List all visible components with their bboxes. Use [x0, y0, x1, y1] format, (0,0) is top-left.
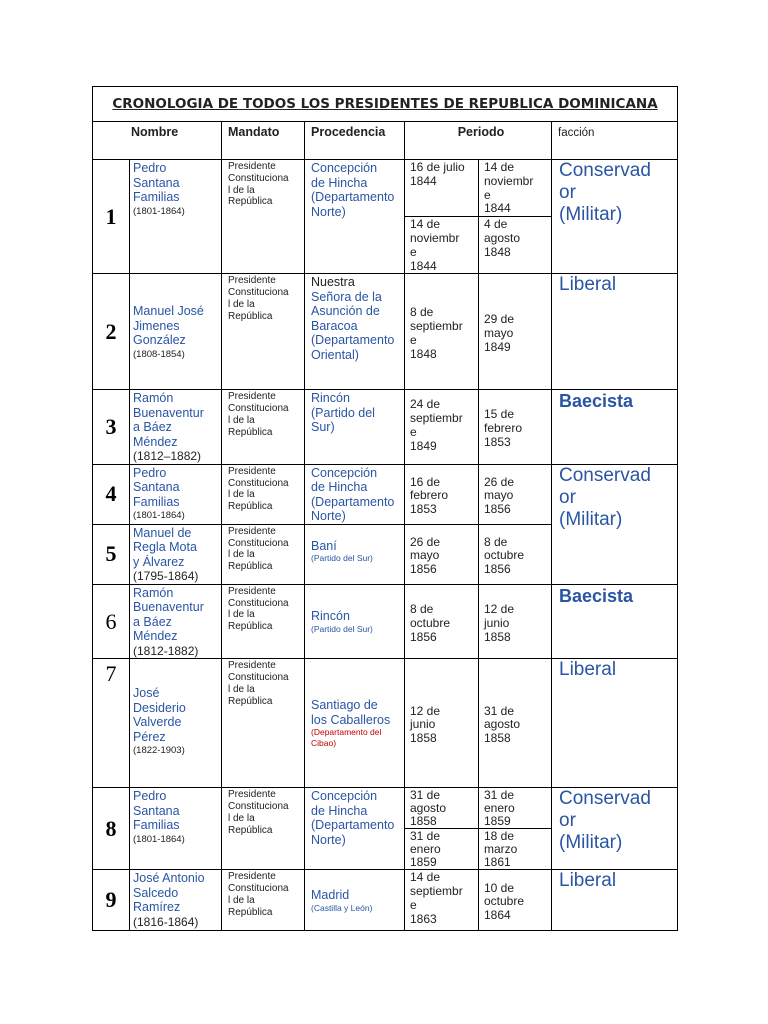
mandato-cell — [222, 390, 305, 465]
mandato-line: Presidente — [228, 871, 276, 883]
date-line: enero — [484, 801, 515, 816]
period-end — [479, 390, 552, 465]
proc-note: (Departamento del — [311, 727, 382, 738]
faccion-cell — [552, 274, 678, 390]
proc-line: Norte) — [311, 509, 346, 524]
mandato-line: Presidente — [228, 161, 276, 172]
date-line: e — [484, 187, 491, 202]
date-line: 1858 — [410, 814, 437, 829]
date-line: 24 de — [410, 397, 441, 412]
life-dates: (1812-1882) — [133, 643, 199, 658]
mandato-line: Constituciona — [228, 597, 289, 609]
period-end — [479, 870, 552, 931]
proc-note: (Castilla y León) — [311, 902, 373, 913]
date-line: octubre — [410, 615, 451, 630]
table-row — [93, 788, 678, 829]
date-line: 12 de — [484, 601, 515, 616]
proc-line: (Departamento — [311, 494, 395, 509]
proc-line: de Hincha — [311, 175, 368, 190]
date-line: 29 de — [484, 312, 515, 327]
date-line: 1849 — [484, 339, 511, 354]
date-line: agosto — [484, 230, 521, 245]
date-line: 14 de — [484, 160, 515, 174]
name-line: Ramírez — [133, 900, 181, 915]
date-line: noviembr — [410, 230, 460, 245]
mandato-line: Presidente — [228, 391, 276, 403]
proc-line: Norte) — [311, 832, 346, 847]
mandato-line: Constituciona — [228, 172, 289, 184]
proc-note: (Partido del Sur) — [311, 623, 373, 634]
faccion-line: Baecista — [559, 391, 634, 412]
mandato-line: Constituciona — [228, 287, 289, 299]
name-line: Manuel José — [133, 304, 204, 319]
mandato-line: República — [228, 695, 273, 707]
mandato-line: Presidente — [228, 660, 276, 672]
faccion-line: (Militar) — [559, 508, 623, 530]
date-line: 1853 — [484, 435, 511, 450]
name-line: Santana — [133, 803, 180, 818]
name-line: Valverde — [133, 715, 182, 730]
name-line: Méndez — [133, 434, 178, 449]
date-line: 1849 — [410, 438, 437, 453]
life-dates: (1816-1864) — [133, 914, 199, 929]
faccion-cell — [552, 160, 678, 274]
faccion-line: (Militar) — [559, 832, 623, 854]
date-line: 1863 — [410, 911, 437, 926]
date-line: 8 de — [484, 534, 508, 549]
mandato-line: República — [228, 310, 273, 322]
name-line: Familias — [133, 190, 180, 204]
faccion-line: Conservad — [559, 788, 651, 810]
faccion-line: Baecista — [559, 585, 634, 606]
president-name — [130, 390, 222, 465]
period-start — [405, 870, 479, 931]
mandato-line: l de la — [228, 609, 255, 621]
row-number: 3 — [93, 390, 130, 465]
name-line: y Álvarez — [133, 554, 185, 569]
mandato-line: República — [228, 824, 273, 836]
faccion-line: or — [559, 486, 576, 508]
date-line: e — [410, 244, 417, 259]
period-start — [405, 524, 479, 584]
name-line: a Báez — [133, 614, 172, 629]
date-line: febrero — [410, 488, 449, 503]
name-line: Santana — [133, 480, 180, 495]
faccion-cell — [552, 870, 678, 931]
header-nombre: Nombre — [93, 122, 222, 160]
proc-line: Rincón — [311, 391, 350, 406]
mandato-line: l de la — [228, 549, 255, 561]
name-line: Pedro — [133, 161, 167, 175]
period-start — [405, 788, 479, 829]
proc-line: (Departamento — [311, 818, 395, 833]
president-name — [130, 274, 222, 390]
table-row — [93, 659, 678, 788]
procedencia-cell — [305, 788, 405, 870]
date-line: 1859 — [410, 855, 437, 870]
row-number: 1 — [93, 160, 130, 274]
proc-line: (Departamento — [311, 190, 395, 204]
faccion-line: Liberal — [559, 274, 617, 296]
date-line: septiembr — [410, 319, 463, 334]
row-number: 9 — [93, 870, 130, 931]
date-line: 1859 — [484, 814, 511, 829]
proc-line: Baracoa — [311, 318, 358, 333]
name-line: Buenaventur — [133, 405, 204, 420]
date-line: 31 de — [484, 788, 515, 803]
date-line: 1858 — [410, 731, 437, 746]
faccion-line: (Militar) — [559, 204, 623, 225]
period-start — [405, 160, 479, 217]
mandato-line: Presidente — [228, 465, 276, 477]
header-row — [93, 122, 678, 160]
proc-line: de Hincha — [311, 803, 368, 818]
date-line: e — [410, 424, 417, 439]
period-end — [479, 160, 552, 217]
date-line: 1856 — [484, 502, 511, 517]
procedencia-cell — [305, 274, 405, 390]
date-line: e — [410, 897, 417, 912]
mandato-line: Constituciona — [228, 801, 289, 813]
period-start — [405, 274, 479, 390]
table-row — [93, 274, 678, 390]
mandato-line: Constituciona — [228, 477, 289, 489]
date-line: 18 de — [484, 829, 515, 844]
mandato-line: l de la — [228, 489, 255, 501]
period-end — [479, 659, 552, 788]
procedencia-cell — [305, 524, 405, 584]
presidents-table — [92, 86, 678, 931]
date-line: octubre — [484, 548, 525, 563]
date-line: 8 de — [410, 601, 434, 616]
period-end — [479, 464, 552, 524]
proc-line: los Caballeros — [311, 712, 391, 727]
president-name — [130, 160, 222, 274]
mandato-line: República — [228, 561, 273, 573]
proc-line: Oriental) — [311, 347, 359, 362]
table-row — [93, 584, 678, 659]
date-line: mayo — [484, 488, 514, 503]
name-line: a Báez — [133, 420, 172, 435]
mandato-line: l de la — [228, 298, 255, 310]
name-line: González — [133, 333, 186, 348]
mandato-cell — [222, 870, 305, 931]
date-line: junio — [410, 717, 436, 732]
proc-line: Norte) — [311, 204, 346, 219]
date-line: 16 de julio — [410, 160, 465, 174]
faccion-line: or — [559, 810, 576, 832]
life-dates: (1795-1864) — [133, 569, 199, 584]
name-line: Buenaventur — [133, 600, 204, 615]
mandato-cell — [222, 274, 305, 390]
period-end — [479, 788, 552, 829]
date-line: 1853 — [410, 502, 437, 517]
date-line: noviembr — [484, 173, 534, 188]
date-line: 12 de — [410, 703, 441, 718]
mandato-cell — [222, 464, 305, 524]
life-dates: (1822-1903) — [133, 745, 185, 757]
mandato-line: Presidente — [228, 525, 276, 537]
date-line: agosto — [484, 717, 521, 732]
mandato-line: República — [228, 501, 273, 513]
proc-line: Concepción — [311, 465, 378, 480]
proc-line: de Hincha — [311, 480, 368, 495]
proc-note: Cibao) — [311, 738, 337, 749]
faccion-line: Liberal — [559, 870, 617, 892]
name-line: Ramón — [133, 391, 174, 406]
date-line: octubre — [484, 894, 525, 909]
procedencia-cell — [305, 870, 405, 931]
president-name — [130, 788, 222, 870]
faccion-cell — [552, 584, 678, 659]
mandato-cell — [222, 659, 305, 788]
date-line: 10 de — [484, 880, 515, 895]
name-line: Jimenes — [133, 318, 180, 333]
document-title: CRONOLOGIA DE TODOS LOS PRESIDENTES DE REPUBLICA DOMINICANA — [93, 87, 678, 122]
date-line: marzo — [484, 842, 518, 857]
date-line: septiembr — [410, 411, 463, 426]
date-line: 1848 — [410, 346, 437, 361]
header-procedencia: Procedencia — [305, 122, 405, 160]
header-mandato: Mandato — [222, 122, 305, 160]
name-line: Familias — [133, 494, 180, 509]
proc-line: Concepción — [311, 161, 378, 175]
date-line: 14 de — [410, 870, 441, 885]
faccion-line: Conservad — [559, 464, 651, 486]
proc-line: (Departamento — [311, 333, 395, 348]
period-start — [405, 390, 479, 465]
period-end — [479, 584, 552, 659]
procedencia-cell — [305, 659, 405, 788]
date-line: 1861 — [484, 855, 511, 870]
date-line: enero — [410, 842, 441, 857]
life-dates: (1801-1864) — [133, 205, 185, 217]
mandato-line: República — [228, 621, 273, 633]
date-line: 1848 — [484, 244, 511, 259]
mandato-line: Presidente — [228, 275, 276, 287]
date-line: 1856 — [484, 562, 511, 577]
procedencia-cell — [305, 584, 405, 659]
procedencia-cell — [305, 464, 405, 524]
procedencia-cell — [305, 390, 405, 465]
date-line: 8 de — [410, 305, 434, 320]
date-line: 31 de — [410, 788, 441, 803]
date-line: 1858 — [484, 731, 511, 746]
faccion-line: or — [559, 182, 576, 203]
header-faccion: facción — [552, 122, 678, 160]
row-number: 7 — [93, 659, 130, 788]
mandato-line: Constituciona — [228, 403, 289, 415]
row-number: 8 — [93, 788, 130, 870]
name-line: José Antonio — [133, 871, 205, 886]
table-row — [93, 390, 678, 465]
faccion-line: Conservad — [559, 160, 651, 181]
row-number: 6 — [93, 584, 130, 659]
date-line: mayo — [410, 548, 440, 563]
name-line: Manuel de — [133, 525, 192, 540]
date-line: mayo — [484, 325, 514, 340]
life-dates: (1812–1882) — [133, 449, 202, 464]
faccion-cell — [552, 464, 678, 584]
period-start — [405, 464, 479, 524]
mandato-line: Constituciona — [228, 883, 289, 895]
mandato-line: l de la — [228, 683, 255, 695]
mandato-line: Presidente — [228, 585, 276, 597]
date-line: 1856 — [410, 562, 437, 577]
name-line: Regla Mota — [133, 540, 197, 555]
proc-line: Sur) — [311, 420, 335, 435]
proc-line: Santiago de — [311, 698, 378, 713]
life-dates: (1801-1864) — [133, 510, 185, 522]
date-line: 1864 — [484, 908, 511, 923]
mandato-line: República — [228, 426, 273, 438]
name-line: Méndez — [133, 629, 178, 644]
date-line: agosto — [410, 801, 447, 816]
proc-line: (Partido del — [311, 405, 375, 420]
period-end — [479, 274, 552, 390]
date-line: febrero — [484, 421, 523, 436]
date-line: 1858 — [484, 629, 511, 644]
mandato-line: Constituciona — [228, 537, 289, 549]
mandato-cell — [222, 584, 305, 659]
mandato-line: l de la — [228, 184, 255, 196]
mandato-cell — [222, 788, 305, 870]
president-name — [130, 524, 222, 584]
name-line: Pedro — [133, 789, 167, 804]
proc-line: Madrid — [311, 888, 350, 903]
date-line: 1856 — [410, 629, 437, 644]
period-end — [479, 524, 552, 584]
row-number: 5 — [93, 524, 130, 584]
date-line: 31 de — [410, 829, 441, 844]
period-start — [405, 217, 479, 274]
date-line: 31 de — [484, 703, 515, 718]
mandato-line: República — [228, 196, 273, 208]
date-line: 26 de — [410, 534, 441, 549]
table-row — [93, 160, 678, 217]
date-line: 1844 — [410, 173, 437, 188]
row-number: 2 — [93, 274, 130, 390]
mandato-line: l de la — [228, 414, 255, 426]
date-line: 1844 — [410, 258, 437, 273]
name-line: Ramón — [133, 585, 174, 600]
date-line: 1844 — [484, 201, 511, 216]
date-line: 15 de — [484, 407, 515, 422]
mandato-line: Constituciona — [228, 672, 289, 684]
life-dates: (1808-1854) — [133, 348, 185, 360]
proc-line: Señora de la — [311, 289, 382, 304]
date-line: 16 de — [410, 474, 441, 489]
table-row — [93, 870, 678, 931]
mandato-line: República — [228, 906, 273, 918]
president-name — [130, 659, 222, 788]
table-row — [93, 464, 678, 524]
date-line: junio — [484, 615, 510, 630]
mandato-line: Presidente — [228, 789, 276, 801]
mandato-line: l de la — [228, 894, 255, 906]
president-name — [130, 584, 222, 659]
faccion-cell — [552, 659, 678, 788]
president-name — [130, 464, 222, 524]
date-line: 14 de — [410, 217, 441, 232]
period-start — [405, 659, 479, 788]
mandato-cell — [222, 524, 305, 584]
date-line: 26 de — [484, 474, 515, 489]
header-periodo: Periodo — [405, 122, 552, 160]
date-line: 4 de — [484, 217, 508, 232]
period-start — [405, 829, 479, 870]
period-end — [479, 829, 552, 870]
proc-line: Concepción — [311, 789, 378, 804]
period-start — [405, 584, 479, 659]
president-name — [130, 870, 222, 931]
date-line: septiembr — [410, 884, 463, 899]
mandato-line: l de la — [228, 812, 255, 824]
name-line: José — [133, 686, 160, 701]
proc-line: Rincón — [311, 609, 350, 624]
proc-line: Asunción de — [311, 304, 380, 319]
mandato-cell — [222, 160, 305, 274]
faccion-cell — [552, 390, 678, 465]
faccion-line: Liberal — [559, 659, 617, 681]
proc-note: (Partido del Sur) — [311, 553, 373, 564]
name-line: Salcedo — [133, 885, 179, 900]
faccion-cell — [552, 788, 678, 870]
period-end — [479, 217, 552, 274]
life-dates: (1801-1864) — [133, 833, 185, 845]
row-number: 4 — [93, 464, 130, 524]
name-line: Pérez — [133, 729, 166, 744]
name-line: Santana — [133, 175, 180, 190]
proc-line: Baní — [311, 538, 337, 553]
name-line: Pedro — [133, 465, 167, 480]
name-line: Desiderio — [133, 700, 186, 715]
name-line: Familias — [133, 818, 180, 833]
date-line: e — [410, 332, 417, 347]
procedencia-cell — [305, 160, 405, 274]
proc-line: Nuestra — [311, 275, 355, 290]
